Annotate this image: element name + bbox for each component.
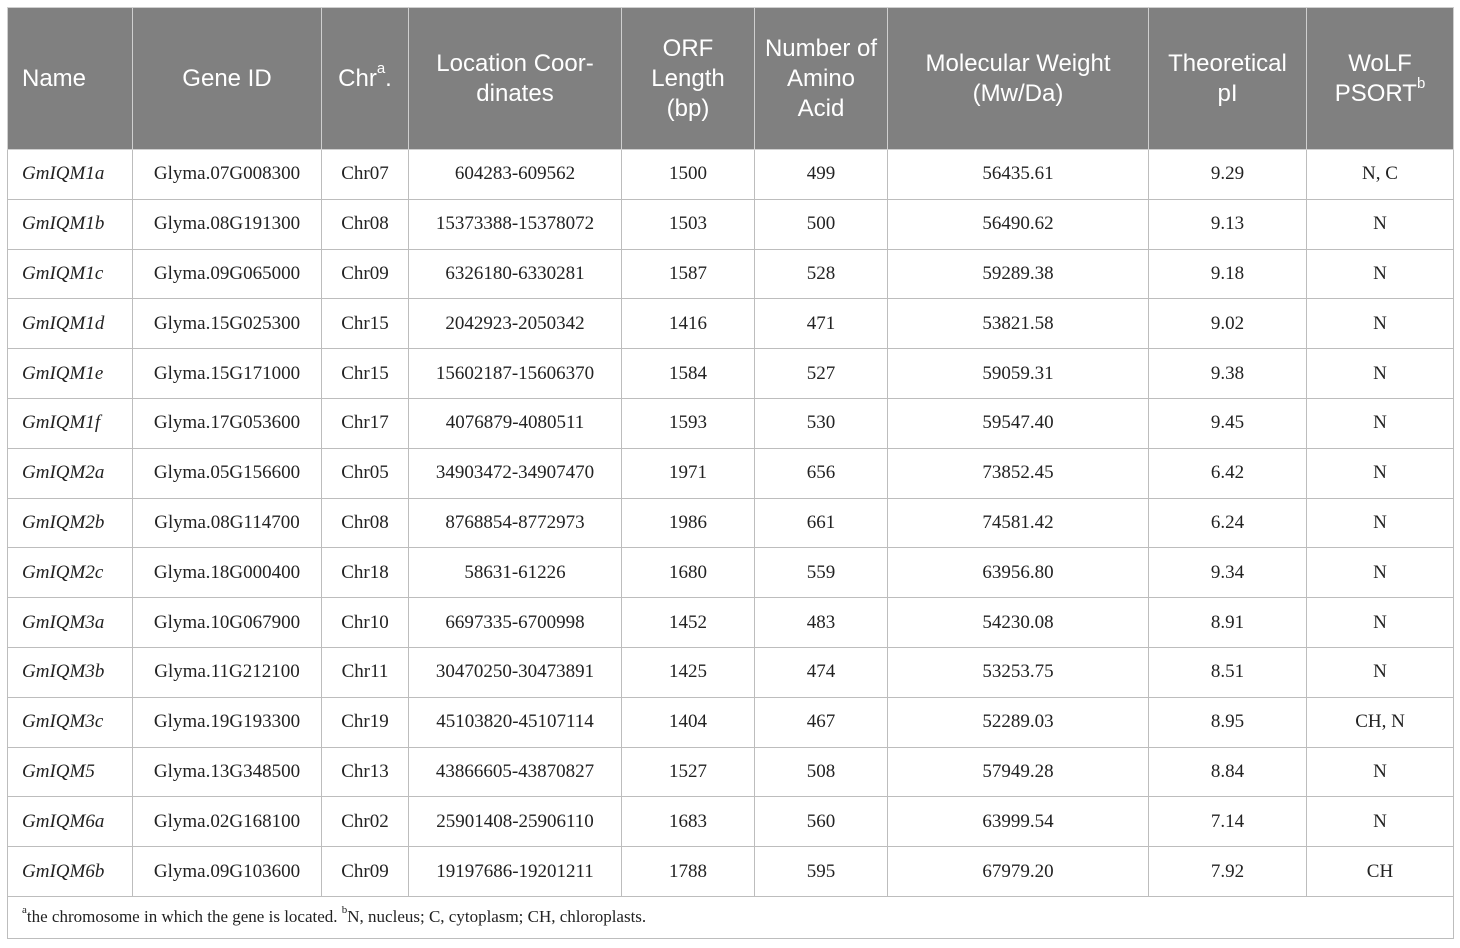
cell-location: 43866605-43870827 bbox=[409, 747, 622, 797]
cell-wolf-psort: N bbox=[1307, 598, 1454, 648]
header-theoretical-pi: Theoretical pI bbox=[1149, 8, 1307, 150]
cell-orf-length: 1986 bbox=[622, 498, 755, 548]
cell-name: GmIQM6a bbox=[8, 797, 133, 847]
cell-name: GmIQM5 bbox=[8, 747, 133, 797]
footnote-a-mark: a bbox=[22, 903, 27, 916]
cell-location: 34903472-34907470 bbox=[409, 448, 622, 498]
cell-gene-id: Glyma.11G212100 bbox=[133, 647, 322, 697]
cell-theoretical-pi: 9.13 bbox=[1149, 199, 1307, 249]
cell-location: 58631-61226 bbox=[409, 548, 622, 598]
cell-theoretical-pi: 8.84 bbox=[1149, 747, 1307, 797]
table-row bbox=[8, 598, 1454, 648]
cell-theoretical-pi: 7.92 bbox=[1149, 847, 1307, 897]
cell-orf-length: 1425 bbox=[622, 647, 755, 697]
cell-molecular-weight: 56490.62 bbox=[888, 199, 1149, 249]
cell-wolf-psort: N bbox=[1307, 349, 1454, 399]
cell-molecular-weight: 63956.80 bbox=[888, 548, 1149, 598]
cell-location: 19197686-19201211 bbox=[409, 847, 622, 897]
cell-name: GmIQM2c bbox=[8, 548, 133, 598]
header-amino-acid: Number of Amino Acid bbox=[755, 8, 888, 150]
footnote-b-mark: b bbox=[341, 903, 348, 916]
cell-location: 604283-609562 bbox=[409, 150, 622, 200]
cell-gene-id: Glyma.15G171000 bbox=[133, 349, 322, 399]
cell-orf-length: 1404 bbox=[622, 697, 755, 747]
cell-amino-acid: 595 bbox=[755, 847, 888, 897]
table-row bbox=[8, 697, 1454, 747]
footnote-a-text: the chromosome in which the gene is located. bbox=[26, 907, 342, 927]
footnote bbox=[8, 896, 1454, 938]
header-wolf-psort bbox=[1307, 8, 1454, 150]
cell-wolf-psort: N bbox=[1307, 747, 1454, 797]
cell-theoretical-pi: 9.29 bbox=[1149, 150, 1307, 200]
cell-wolf-psort: N bbox=[1307, 797, 1454, 847]
header-molecular-weight: Molecular Weight (Mw/Da) bbox=[888, 8, 1149, 150]
header-wolf-sup: b bbox=[1416, 74, 1426, 92]
cell-wolf-psort: N bbox=[1307, 249, 1454, 299]
cell-molecular-weight: 59059.31 bbox=[888, 349, 1149, 399]
cell-location: 15602187-15606370 bbox=[409, 349, 622, 399]
cell-orf-length: 1680 bbox=[622, 548, 755, 598]
cell-chr: Chr02 bbox=[322, 797, 409, 847]
cell-chr: Chr07 bbox=[322, 150, 409, 200]
cell-molecular-weight: 59547.40 bbox=[888, 398, 1149, 448]
cell-amino-acid: 467 bbox=[755, 697, 888, 747]
cell-orf-length: 1527 bbox=[622, 747, 755, 797]
table-header-row bbox=[8, 8, 1454, 150]
cell-chr: Chr05 bbox=[322, 448, 409, 498]
cell-name: GmIQM1c bbox=[8, 249, 133, 299]
table-row bbox=[8, 299, 1454, 349]
cell-wolf-psort: N bbox=[1307, 448, 1454, 498]
cell-theoretical-pi: 9.02 bbox=[1149, 299, 1307, 349]
header-chr bbox=[322, 8, 409, 150]
cell-molecular-weight: 57949.28 bbox=[888, 747, 1149, 797]
cell-amino-acid: 656 bbox=[755, 448, 888, 498]
table-row bbox=[8, 847, 1454, 897]
cell-amino-acid: 500 bbox=[755, 199, 888, 249]
cell-location: 6326180-6330281 bbox=[409, 249, 622, 299]
cell-name: GmIQM1e bbox=[8, 349, 133, 399]
cell-orf-length: 1593 bbox=[622, 398, 755, 448]
cell-orf-length: 1788 bbox=[622, 847, 755, 897]
cell-gene-id: Glyma.15G025300 bbox=[133, 299, 322, 349]
cell-gene-id: Glyma.07G008300 bbox=[133, 150, 322, 200]
cell-molecular-weight: 54230.08 bbox=[888, 598, 1149, 648]
header-orf-length: ORF Length (bp) bbox=[622, 8, 755, 150]
header-chr-sup: a bbox=[376, 59, 386, 77]
cell-theoretical-pi: 9.34 bbox=[1149, 548, 1307, 598]
cell-chr: Chr08 bbox=[322, 199, 409, 249]
cell-chr: Chr15 bbox=[322, 299, 409, 349]
cell-location: 6697335-6700998 bbox=[409, 598, 622, 648]
header-chr-suffix: . bbox=[385, 64, 392, 92]
footnote-row bbox=[8, 896, 1454, 938]
cell-amino-acid: 471 bbox=[755, 299, 888, 349]
table-body bbox=[8, 150, 1454, 897]
cell-orf-length: 1452 bbox=[622, 598, 755, 648]
cell-gene-id: Glyma.17G053600 bbox=[133, 398, 322, 448]
cell-orf-length: 1587 bbox=[622, 249, 755, 299]
cell-theoretical-pi: 6.24 bbox=[1149, 498, 1307, 548]
cell-orf-length: 1584 bbox=[622, 349, 755, 399]
table-row bbox=[8, 747, 1454, 797]
cell-location: 4076879-4080511 bbox=[409, 398, 622, 448]
cell-gene-id: Glyma.09G103600 bbox=[133, 847, 322, 897]
cell-chr: Chr18 bbox=[322, 548, 409, 598]
cell-molecular-weight: 56435.61 bbox=[888, 150, 1149, 200]
cell-name: GmIQM3c bbox=[8, 697, 133, 747]
table-row bbox=[8, 797, 1454, 847]
cell-name: GmIQM3b bbox=[8, 647, 133, 697]
cell-theoretical-pi: 8.95 bbox=[1149, 697, 1307, 747]
cell-molecular-weight: 53821.58 bbox=[888, 299, 1149, 349]
cell-chr: Chr10 bbox=[322, 598, 409, 648]
cell-gene-id: Glyma.10G067900 bbox=[133, 598, 322, 648]
table-row bbox=[8, 199, 1454, 249]
cell-chr: Chr17 bbox=[322, 398, 409, 448]
cell-wolf-psort: N bbox=[1307, 299, 1454, 349]
cell-name: GmIQM6b bbox=[8, 847, 133, 897]
cell-amino-acid: 559 bbox=[755, 548, 888, 598]
cell-orf-length: 1503 bbox=[622, 199, 755, 249]
cell-molecular-weight: 73852.45 bbox=[888, 448, 1149, 498]
cell-molecular-weight: 74581.42 bbox=[888, 498, 1149, 548]
table-row bbox=[8, 398, 1454, 448]
header-wolf-label: WoLF PSORT bbox=[1334, 49, 1417, 107]
cell-chr: Chr09 bbox=[322, 249, 409, 299]
cell-gene-id: Glyma.18G000400 bbox=[133, 548, 322, 598]
table-row bbox=[8, 647, 1454, 697]
cell-location: 15373388-15378072 bbox=[409, 199, 622, 249]
table-row bbox=[8, 150, 1454, 200]
cell-amino-acid: 530 bbox=[755, 398, 888, 448]
cell-molecular-weight: 52289.03 bbox=[888, 697, 1149, 747]
cell-molecular-weight: 67979.20 bbox=[888, 847, 1149, 897]
cell-chr: Chr15 bbox=[322, 349, 409, 399]
header-gene-id: Gene ID bbox=[133, 8, 322, 150]
cell-location: 30470250-30473891 bbox=[409, 647, 622, 697]
cell-theoretical-pi: 8.51 bbox=[1149, 647, 1307, 697]
cell-amino-acid: 527 bbox=[755, 349, 888, 399]
footnote-b-text: N, nucleus; C, cytoplasm; CH, chloroplasts. bbox=[347, 907, 647, 927]
cell-amino-acid: 661 bbox=[755, 498, 888, 548]
cell-name: GmIQM3a bbox=[8, 598, 133, 648]
cell-amino-acid: 560 bbox=[755, 797, 888, 847]
cell-amino-acid: 508 bbox=[755, 747, 888, 797]
cell-wolf-psort: N bbox=[1307, 398, 1454, 448]
cell-wolf-psort: N bbox=[1307, 498, 1454, 548]
cell-gene-id: Glyma.08G114700 bbox=[133, 498, 322, 548]
cell-theoretical-pi: 9.18 bbox=[1149, 249, 1307, 299]
cell-molecular-weight: 53253.75 bbox=[888, 647, 1149, 697]
cell-molecular-weight: 59289.38 bbox=[888, 249, 1149, 299]
cell-name: GmIQM2a bbox=[8, 448, 133, 498]
cell-amino-acid: 528 bbox=[755, 249, 888, 299]
cell-chr: Chr11 bbox=[322, 647, 409, 697]
cell-name: GmIQM1b bbox=[8, 199, 133, 249]
cell-orf-length: 1971 bbox=[622, 448, 755, 498]
cell-location: 45103820-45107114 bbox=[409, 697, 622, 747]
cell-theoretical-pi: 9.45 bbox=[1149, 398, 1307, 448]
cell-name: GmIQM1f bbox=[8, 398, 133, 448]
cell-wolf-psort: N bbox=[1307, 548, 1454, 598]
cell-orf-length: 1500 bbox=[622, 150, 755, 200]
gene-table-container bbox=[7, 7, 1453, 939]
header-name: Name bbox=[8, 8, 133, 150]
cell-theoretical-pi: 9.38 bbox=[1149, 349, 1307, 399]
cell-chr: Chr19 bbox=[322, 697, 409, 747]
cell-name: GmIQM1a bbox=[8, 150, 133, 200]
cell-theoretical-pi: 6.42 bbox=[1149, 448, 1307, 498]
table-row bbox=[8, 349, 1454, 399]
cell-name: GmIQM2b bbox=[8, 498, 133, 548]
cell-gene-id: Glyma.08G191300 bbox=[133, 199, 322, 249]
cell-gene-id: Glyma.05G156600 bbox=[133, 448, 322, 498]
cell-wolf-psort: CH bbox=[1307, 847, 1454, 897]
cell-molecular-weight: 63999.54 bbox=[888, 797, 1149, 847]
cell-wolf-psort: N bbox=[1307, 647, 1454, 697]
cell-location: 8768854-8772973 bbox=[409, 498, 622, 548]
cell-chr: Chr13 bbox=[322, 747, 409, 797]
cell-theoretical-pi: 8.91 bbox=[1149, 598, 1307, 648]
cell-wolf-psort: N, C bbox=[1307, 150, 1454, 200]
cell-name: GmIQM1d bbox=[8, 299, 133, 349]
cell-orf-length: 1416 bbox=[622, 299, 755, 349]
cell-amino-acid: 499 bbox=[755, 150, 888, 200]
gene-properties-table bbox=[7, 7, 1454, 939]
cell-chr: Chr09 bbox=[322, 847, 409, 897]
cell-gene-id: Glyma.19G193300 bbox=[133, 697, 322, 747]
cell-theoretical-pi: 7.14 bbox=[1149, 797, 1307, 847]
table-row bbox=[8, 498, 1454, 548]
table-row bbox=[8, 249, 1454, 299]
header-location: Location Coor-dinates bbox=[409, 8, 622, 150]
header-chr-label: Chr bbox=[338, 64, 377, 92]
cell-location: 2042923-2050342 bbox=[409, 299, 622, 349]
cell-orf-length: 1683 bbox=[622, 797, 755, 847]
cell-gene-id: Glyma.02G168100 bbox=[133, 797, 322, 847]
cell-chr: Chr08 bbox=[322, 498, 409, 548]
table-row bbox=[8, 448, 1454, 498]
cell-amino-acid: 474 bbox=[755, 647, 888, 697]
cell-wolf-psort: N bbox=[1307, 199, 1454, 249]
cell-location: 25901408-25906110 bbox=[409, 797, 622, 847]
cell-amino-acid: 483 bbox=[755, 598, 888, 648]
cell-wolf-psort: CH, N bbox=[1307, 697, 1454, 747]
cell-gene-id: Glyma.13G348500 bbox=[133, 747, 322, 797]
cell-gene-id: Glyma.09G065000 bbox=[133, 249, 322, 299]
table-row bbox=[8, 548, 1454, 598]
